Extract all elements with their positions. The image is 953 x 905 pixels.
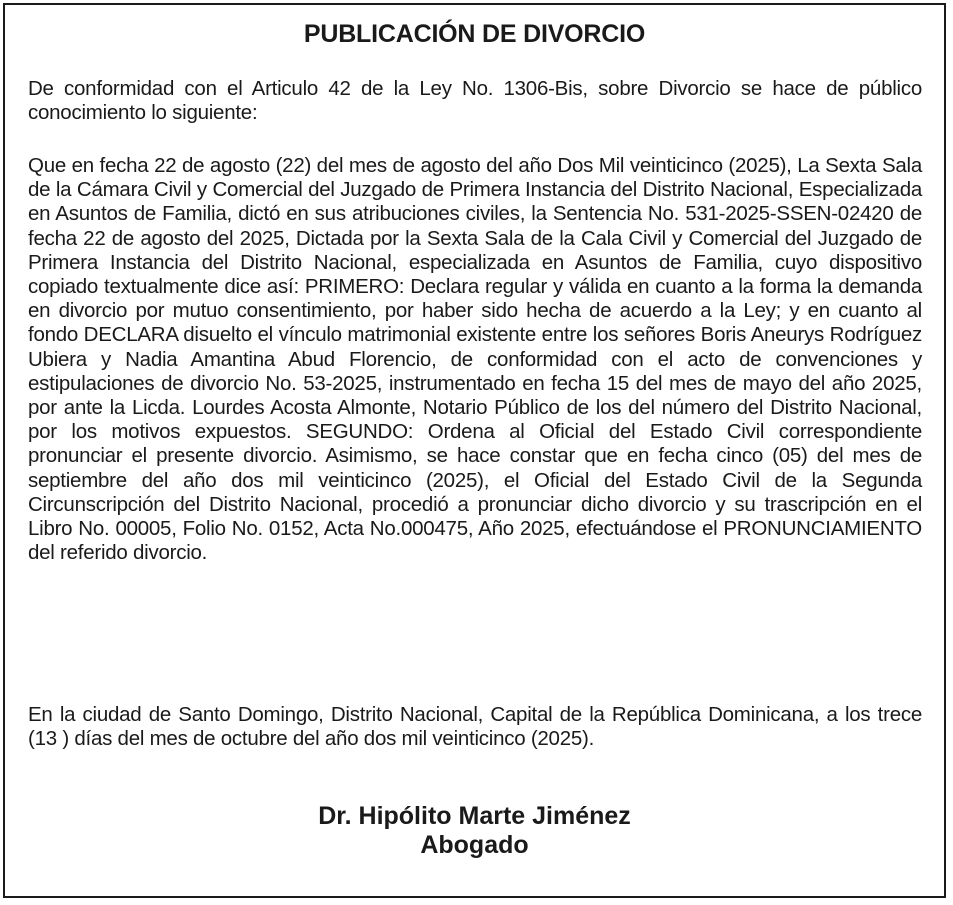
notice-paragraph-ruling: Que en fecha 22 de agosto (22) del mes de agosto del año Dos Mil veinticinco (2025), La Sexta Sala de la Cámara Civil y Comercial del Juzgado de Primera Instancia del Distrito Nacional, Especializada en Asuntos de Familia, dictó en sus atribuciones civiles, la Sentencia No. 531-2025-SSEN-02420 de fecha 22 de agosto del 2025, Dictada por la Sexta Sala de la Cala Civil y Comercial del Juzgado de Primera Instancia del Distrito Nacional, especializada en Asuntos de Familia, cuyo dispositivo copiado textualmente dice así: PRIMERO: Declara regular y válida en cuanto a la forma la demanda en divorcio por mutuo consentimiento, por haber sido hecha de acuerdo a la Ley; y en cuanto al fondo DECLARA disuelto el vínculo matrimonial existente entre los señores Boris Aneurys Rodríguez Ubiera y Nadia Amantina Abud Florencio, de conformidad con el acto de convenciones y estipulaciones de divorcio No. 53-2025, instrumentado en fecha 15 del mes de mayo del año 2025, por ante la Licda. Lourdes Acosta Almonte, Notario Público de los del número del Distrito Nacional, por los motivos expuestos. SEGUNDO: Ordena al Oficial del Estado Civil correspondiente pronunciar el presente divorcio. Asimismo, se hace constar que en fecha cinco (05) del mes de septiembre del año dos mil veinticinco (2025), el Oficial del Estado Civil de la Segunda Circunscripción del Distrito Nacional, procedió a pronunciar dicho divorcio y su trascripción en el Libro No. 00005, Folio No. 0152, Acta No.000475, Año 2025, efectuándose el PRONUNCIAMIENTO del referido divorcio. (28, 154, 922, 565)
notice-title: PUBLICACIÓN DE DIVORCIO (303, 20, 646, 48)
signature-title: Abogado (420, 831, 529, 859)
signature-name: Dr. Hipólito Marte Jiménez (318, 802, 631, 830)
legal-notice-box (3, 3, 946, 898)
notice-paragraph-date: En la ciudad de Santo Domingo, Distrito Nacional, Capital de la República Dominicana, a los trece (13 ) días del mes de octubre del año dos mil veinticinco (2025). (28, 703, 922, 751)
notice-paragraph-intro: De conformidad con el Articulo 42 de la Ley No. 1306-Bis, sobre Divorcio se hace de público conocimiento lo siguiente: (28, 77, 922, 125)
